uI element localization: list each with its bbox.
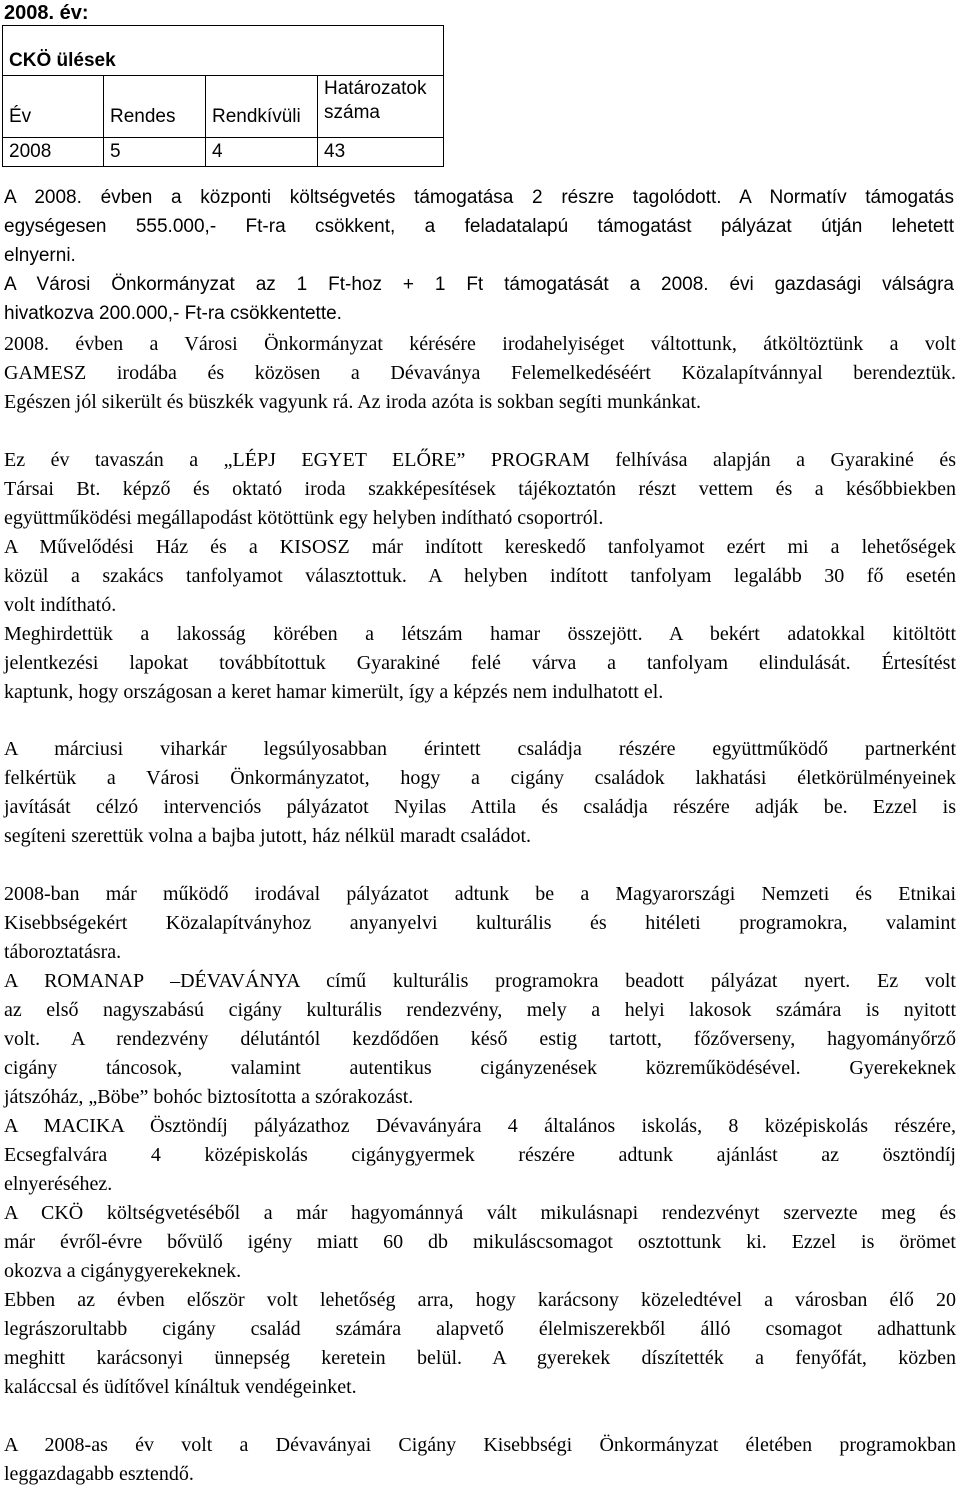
paragraph-office	[4, 330, 956, 417]
column-header-regular: Rendes	[104, 76, 206, 138]
text-line: közül a szakács tanfolyamot választottuk. A helyben indított tanfolyam legalább 30 fő esetén	[4, 565, 956, 587]
text-line: játszóház, „Böbe” bohóc biztosította a szórakozást.	[4, 1086, 414, 1108]
text-line: okozva a cigánygyerekeknek.	[4, 1260, 242, 1282]
text-line: javítását célzó intervenciós pályázatot Nyilas Attila és családja részére adják be. Ezzel is	[4, 796, 956, 818]
text-line: A 2008-as év volt a Dévaványai Cigány Kisebbségi Önkormányzat életében programokban	[4, 1434, 956, 1456]
text-line: A Városi Önkormányzat az 1 Ft-hoz + 1 Ft támogatását a 2008. évi gazdasági válságra	[4, 274, 954, 295]
text-line: elnyeréséhez.	[4, 1173, 113, 1195]
text-line: egységesen 555.000,- Ft-ra csökkent, a feladatalapú támogatást pályázat útján lehetett	[4, 216, 954, 237]
column-header-year: Év	[3, 76, 104, 138]
column-header-extraordinary: Rendkívüli	[206, 76, 318, 138]
paragraph-conclusion	[4, 1431, 956, 1489]
text-line: táboroztatásra.	[4, 941, 122, 963]
text-line: Ecsegfalvára 4 középiskolás cigánygyermek részére adtunk ajánlást az ösztöndíj	[4, 1144, 956, 1166]
table-caption: CKÖ ülések	[3, 26, 444, 76]
text-line: Meghirdettük a lakosság körében a létszám hamar összejött. A bekért adatokkal kitöltött	[4, 623, 956, 645]
section-heading: 2008. év:	[4, 2, 89, 24]
text-line: Ez év tavaszán a „LÉPJ EGYET ELŐRE” PROGRAM felhívása alapján a Gyarakiné és	[4, 449, 956, 471]
text-line: volt indítható.	[4, 594, 117, 616]
text-line: Társai Bt. képző és oktató iroda szakképesítések tájékoztatón részt vettem és a későbbiekben	[4, 478, 956, 500]
text-line: 2008. évben a Városi Önkormányzat kérésére irodahelyiséget váltottunk, átköltöztünk a volt	[4, 333, 956, 355]
column-header-resolutions: Határozatok száma	[318, 76, 444, 138]
text-line: az első nagyszabású cigány kulturális rendezvény, mely a helyi lakosok számára is nyitott	[4, 999, 956, 1021]
text-line: A márciusi viharkár legsúlyosabban érintett családja részére együttműködő partnerként	[4, 738, 956, 760]
text-line: cigány táncosok, valamint autentikus cigányzenések közreműködésével. Gyerekeknek	[4, 1057, 956, 1079]
text-line: leggazdagabb esztendő.	[4, 1463, 194, 1485]
text-line: kaptunk, hogy országosan a keret hamar kimerült, így a képzés nem indulhatott el.	[4, 681, 664, 703]
text-line: kaláccsal és üdítővel kínáltuk vendégeinket.	[4, 1376, 357, 1398]
text-line: Egészen jól sikerült és büszkék vagyunk rá. Az iroda azóta is sokban segíti munkánkat.	[4, 391, 702, 413]
text-line: elnyerni.	[4, 245, 76, 266]
text-line: hivatkozva 200.000,- Ft-ra csökkentette.	[4, 303, 342, 324]
paragraph-programs	[4, 880, 956, 1402]
text-line: együttműködési megállapodást kötöttünk egy helyben indítható csoportról.	[4, 507, 604, 529]
cell-extraordinary: 4	[206, 138, 318, 167]
text-line: A ROMANAP –DÉVAVÁNYA című kulturális programokra beadott pályázat nyert. Ez volt	[4, 970, 956, 992]
text-line: jelentkezési lapokat továbbítottuk Gyarakiné felé várva a tanfolyam elindulását. Értesítést	[4, 652, 956, 674]
text-line: A 2008. évben a központi költségvetés támogatása 2 részre tagolódott. A Normatív támogatás	[4, 187, 954, 208]
paragraph-storm-damage	[4, 735, 956, 851]
text-line: Kisebbségekért Közalapítványhoz anyanyelvi kulturális és hitéleti programokra, valamint	[4, 912, 956, 934]
text-line: segíteni szerettük volna a bajba jutott, ház nélkül maradt családot.	[4, 825, 532, 847]
text-line: A MACIKA Ösztöndíj pályázathoz Dévaványára 4 általános iskolás, 8 középiskolás részére,	[4, 1115, 956, 1137]
cell-resolutions: 43	[318, 138, 444, 167]
text-line: meghitt karácsonyi ünnepség keretein belül. A gyerekek díszítették a fenyőfát, közben	[4, 1347, 956, 1369]
text-line: A CKÖ költségvetéséből a már hagyománnyá vált mikulásnapi rendezvényt szervezte meg és	[4, 1202, 956, 1224]
text-line: felkértük a Városi Önkormányzatot, hogy a cigány családok lakhatási életkörülményeinek	[4, 767, 956, 789]
paragraph-budget	[4, 183, 954, 328]
cell-regular: 5	[104, 138, 206, 167]
text-line: Ebben az évben először volt lehetőség arra, hogy karácsony közeledtével a városban élő 20	[4, 1289, 956, 1311]
text-line: 2008-ban már működő irodával pályázatot adtunk be a Magyarországi Nemzeti és Etnikai	[4, 883, 956, 905]
text-line: GAMESZ irodába és közösen a Dévaványa Felemelkedéséért Közalapítvánnyal berendeztük.	[4, 362, 956, 384]
paragraph-training	[4, 446, 956, 707]
cko-meetings-table	[2, 25, 444, 167]
text-line: volt. A rendezvény délutántól kezdődően késő estig tartott, főzőverseny, hagyományőrző	[4, 1028, 956, 1050]
text-line: már évről-évre bővülő igény miatt 60 db mikuláscsomagot osztottunk ki. Ezzel is örömet	[4, 1231, 956, 1253]
text-line: legrászorultabb cigány család számára alapvető élelmiszerekből álló csomagot adhattunk	[4, 1318, 956, 1340]
cell-year: 2008	[3, 138, 104, 167]
text-line: A Művelődési Ház és a KISOSZ már indított kereskedő tanfolyamot ezért mi a lehetőségek	[4, 536, 956, 558]
